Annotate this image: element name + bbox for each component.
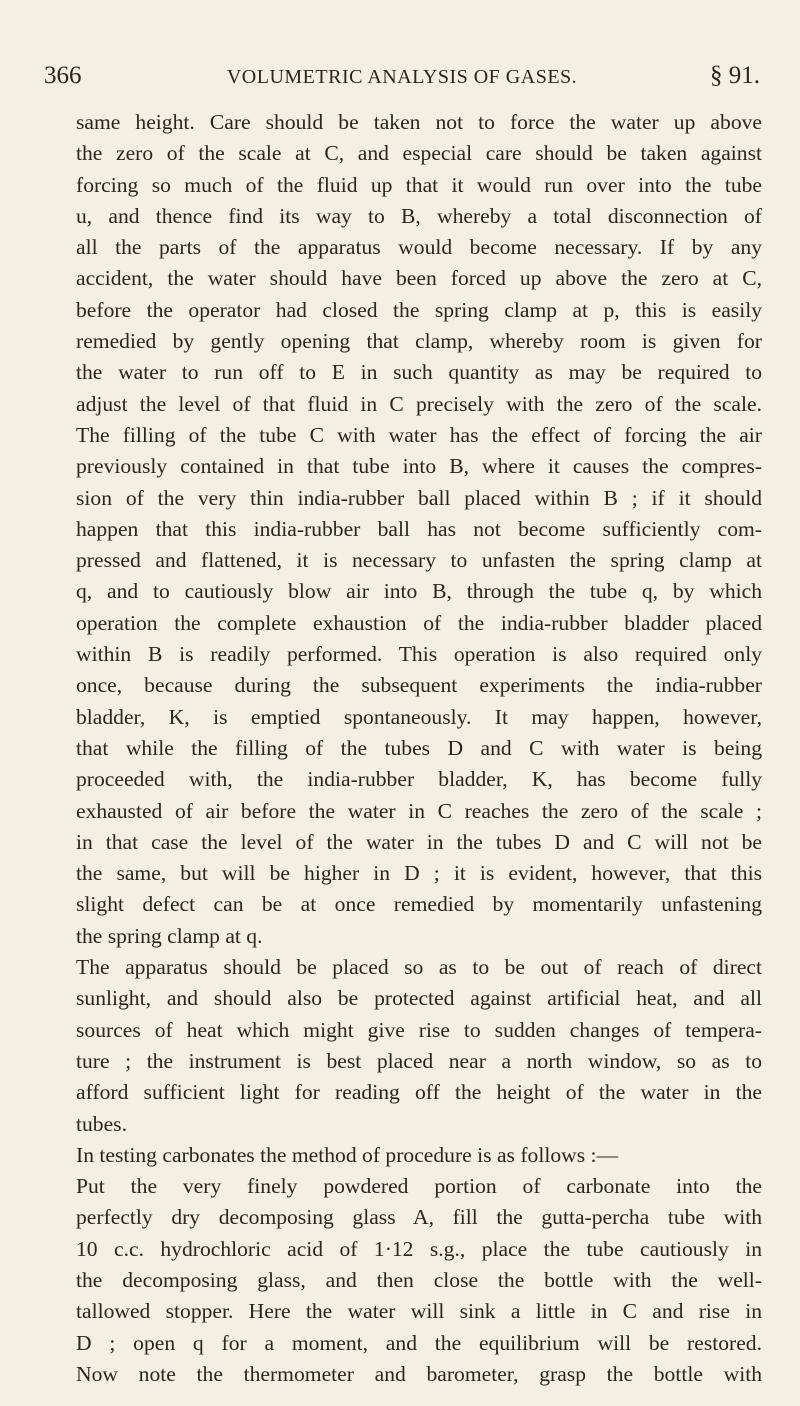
text-line: the spring clamp at q. [76, 923, 263, 948]
text-line: the decomposing glass, and then close the bottle with the well- [76, 1267, 762, 1292]
text-line: The apparatus should be placed so as to be out of reach of direct [76, 955, 762, 980]
text-line: accident, the water should have been forced up above the zero at C, [76, 266, 762, 291]
text-line: q, and to cautiously blow air into B, through the tube q, by which [76, 579, 762, 604]
text-line: the same, but will be higher in D ; it is evident, however, that this [76, 861, 762, 886]
text-line: bladder, K, is emptied spontaneously. It may happen, however, [76, 704, 762, 729]
paragraph [76, 107, 762, 952]
paragraph [76, 1171, 762, 1390]
text-line: once, because during the subsequent experiments the india-rubber [76, 673, 762, 698]
text-line: happen that this india-rubber ball has not become sufficiently com- [76, 516, 762, 541]
text-line: forcing so much of the fluid up that it would run over into the tube [76, 172, 762, 197]
text-line: before the operator had closed the spring clamp at p, this is easily [76, 297, 762, 322]
text-line: The filling of the tube C with water has the effect of forcing the air [76, 422, 762, 447]
text-line: same height. Care should be taken not to force the water up above [76, 110, 762, 134]
text-line: within B is readily performed. This operation is also required only [76, 642, 762, 667]
text-line: previously contained in that tube into B, where it causes the compres- [76, 454, 762, 479]
text-line: operation the complete exhaustion of the india-rubber bladder placed [76, 610, 762, 635]
running-header [44, 62, 760, 98]
text-line: all the parts of the apparatus would become necessary. If by any [76, 235, 762, 260]
text-line: tallowed stopper. Here the water will sink a little in C and rise in [76, 1299, 762, 1324]
text-line: tubes. [76, 1111, 127, 1136]
text-line: afford sufficient light for reading off the height of the water in the [76, 1080, 762, 1105]
text-line: sources of heat which might give rise to sudden changes of tempera- [76, 1017, 762, 1042]
text-line: Put the very finely powdered portion of carbonate into the [76, 1174, 762, 1199]
running-title: VOLUMETRIC ANALYSIS OF GASES. [226, 66, 578, 88]
page-number: 366 [44, 62, 82, 89]
text-line: remedied by gently opening that clamp, whereby room is given for [76, 329, 762, 354]
text-line: sunlight, and should also be protected against artificial heat, and all [76, 986, 762, 1011]
paragraph [76, 952, 762, 1140]
section-number: § 91. [710, 62, 760, 89]
text-line: sion of the very thin india-rubber ball placed within B ; if it should [76, 485, 762, 510]
text-line: D ; open q for a moment, and the equilibrium will be restored. [76, 1330, 762, 1355]
text-line: the zero of the scale at C, and especial care should be taken against [76, 141, 762, 166]
text-line: 10 c.c. hydrochloric acid of 1·12 s.g., place the tube cautiously in [76, 1236, 762, 1261]
text-line: Now note the thermometer and barometer, grasp the bottle with [76, 1361, 762, 1386]
text-line: slight defect can be at once remedied by momentarily unfastening [76, 892, 762, 917]
text-line: adjust the level of that fluid in C precisely with the zero of the scale. [76, 391, 762, 416]
paragraph [76, 1140, 762, 1171]
text-line: proceeded with, the india-rubber bladder, K, has become fully [76, 767, 762, 792]
body-text [76, 107, 762, 1390]
text-line: that while the filling of the tubes D and C with water is being [76, 735, 762, 760]
text-line: u, and thence find its way to B, whereby a total disconnection of [76, 203, 762, 228]
text-line: perfectly dry decomposing glass A, fill the gutta-percha tube with [76, 1205, 762, 1230]
text-line: ture ; the instrument is best placed near a north window, so as to [76, 1048, 762, 1073]
text-line: In testing carbonates the method of procedure is as follows :— [76, 1142, 619, 1167]
text-line: in that case the level of the water in the tubes D and C will not be [76, 829, 762, 854]
text-line: the water to run off to E in such quantity as may be required to [76, 360, 762, 385]
text-line: exhausted of air before the water in C reaches the zero of the scale ; [76, 798, 762, 823]
text-line: pressed and flattened, it is necessary to unfasten the spring clamp at [76, 548, 762, 573]
